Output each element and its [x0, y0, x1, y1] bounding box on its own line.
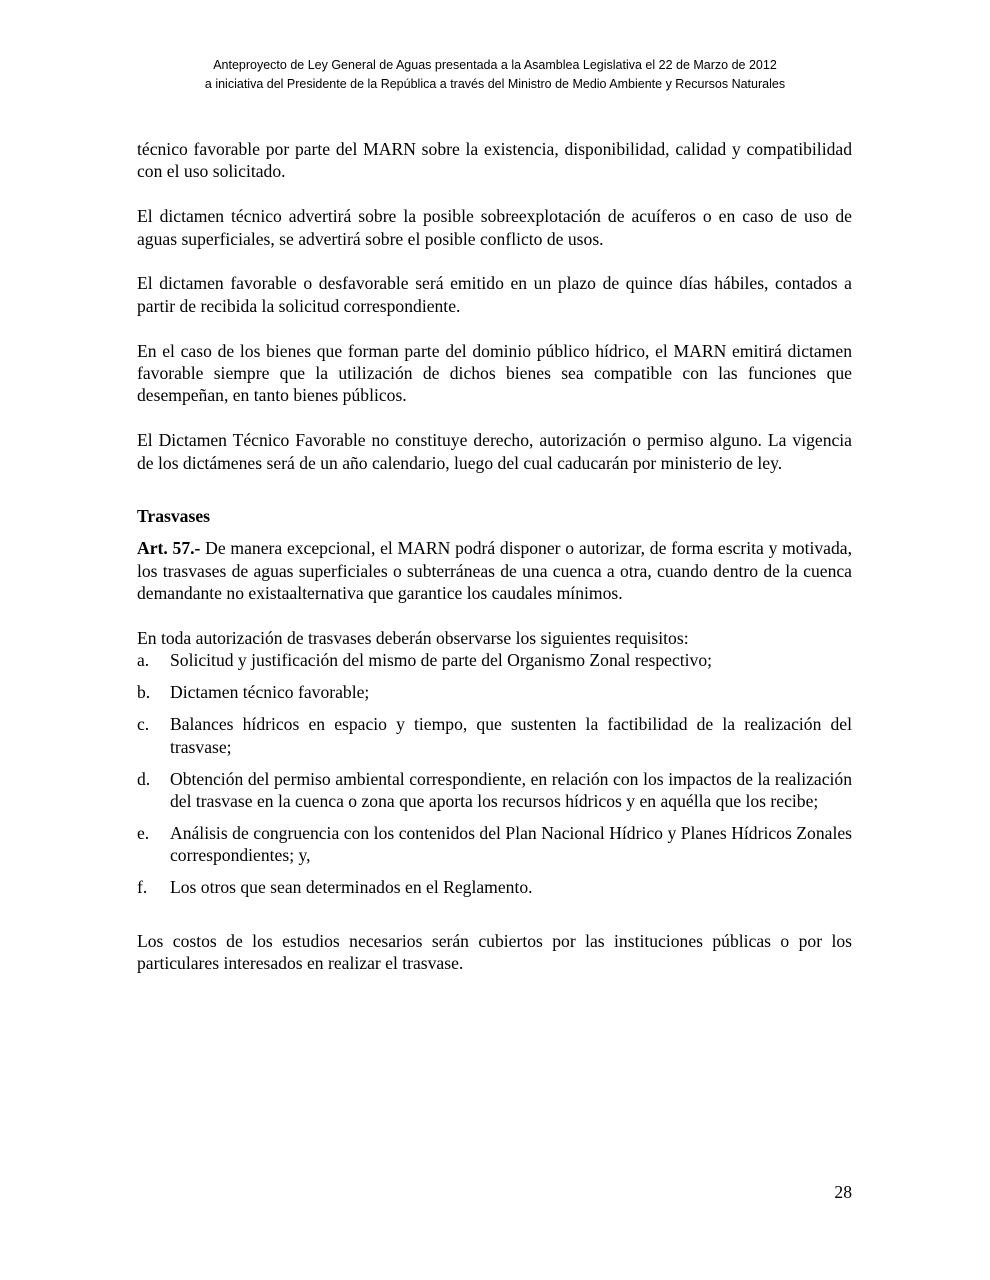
list-item-text: Dictamen técnico favorable; [170, 682, 370, 703]
list-marker: d. [137, 768, 151, 789]
header-line-1: Anteproyecto de Ley General de Aguas presentada a la Asamblea Legislativa el 22 de Marzo de 2012 [213, 58, 777, 72]
paragraph-dictamen-favorable: técnico favorable por parte del MARN sobre la existencia, disponibilidad, calidad y compatibilidad con el uso solicitado. [137, 139, 852, 182]
list-item [137, 713, 852, 758]
list-item-text: Solicitud y justificación del mismo de parte del Organismo Zonal respectivo; [170, 650, 713, 671]
section-heading: Trasvases [137, 506, 210, 527]
list-marker: c. [137, 714, 150, 735]
list-marker: b. [137, 682, 151, 703]
list-item [137, 681, 852, 703]
list-item-text: Los otros que sean determinados en el Reglamento. [170, 877, 533, 898]
list-item [137, 822, 852, 867]
list-item-text: Análisis de congruencia con los contenidos del Plan Nacional Hídrico y Planes Hídricos Zonales correspondientes; y, [170, 822, 852, 866]
list-marker: e. [137, 822, 150, 843]
list-item-text: Obtención del permiso ambiental correspondiente, en relación con los impactos de la realización del trasvase en la cuenca o zona que aporta los recursos hídricos y en aquélla que los recibe; [170, 768, 852, 811]
paragraph-costos: Los costos de los estudios necesarios serán cubiertos por las instituciones públicas o por los particulares interesados en realizar el trasvase. [137, 930, 852, 974]
list-marker: a. [137, 650, 150, 671]
list-item-text: Balances hídricos en espacio y tiempo, que sustenten la factibilidad de la realización del trasvase; [170, 714, 852, 757]
page-header [0, 56, 990, 94]
paragraph-dominio-publico: En el caso de los bienes que forman parte del dominio público hídrico, el MARN emitirá dictamen favorable siempre que la utilización de dichos bienes sea compatible con las funciones que desempeñan, en tanto bienes públicos. [137, 340, 852, 406]
requirements-list [137, 649, 852, 898]
paragraph-sobreexplotacion: El dictamen técnico advertirá sobre la posible sobreexplotación de acuíferos o en caso de uso de aguas superficiales, se advertirá sobre el posible conflicto de usos. [137, 206, 852, 249]
document-body [137, 138, 852, 974]
article-57 [137, 537, 852, 604]
article-label: Art. 57.- [137, 538, 201, 559]
paragraph-vigencia: El Dictamen Técnico Favorable no constituye derecho, autorización o permiso alguno. La vigencia de los dictámenes será de un año calendario, luego del cual caducarán por ministerio de ley. [137, 430, 852, 473]
list-item [137, 649, 852, 671]
list-item [137, 876, 852, 898]
list-item [137, 768, 852, 813]
paragraph-plazo: El dictamen favorable o desfavorable será emitido en un plazo de quince días hábiles, contados a partir de recibida la solicitud correspondiente. [137, 273, 852, 316]
header-line-2: a iniciativa del Presidente de la República a través del Ministro de Medio Ambiente y Recursos Naturales [204, 77, 786, 91]
article-text: De manera excepcional, el MARN podrá disponer o autorizar, de forma escrita y motivada, los trasvases de aguas superficiales o subterráneas de una cuenca a otra, cuando dentro de la cuenca demandante no existaalternativa que garantice los caudales mínimos. [137, 538, 852, 604]
list-marker: f. [137, 877, 148, 898]
page-number: 28 [834, 1182, 852, 1202]
requirements-intro: En toda autorización de trasvases deberán observarse los siguientes requisitos: [137, 628, 689, 649]
